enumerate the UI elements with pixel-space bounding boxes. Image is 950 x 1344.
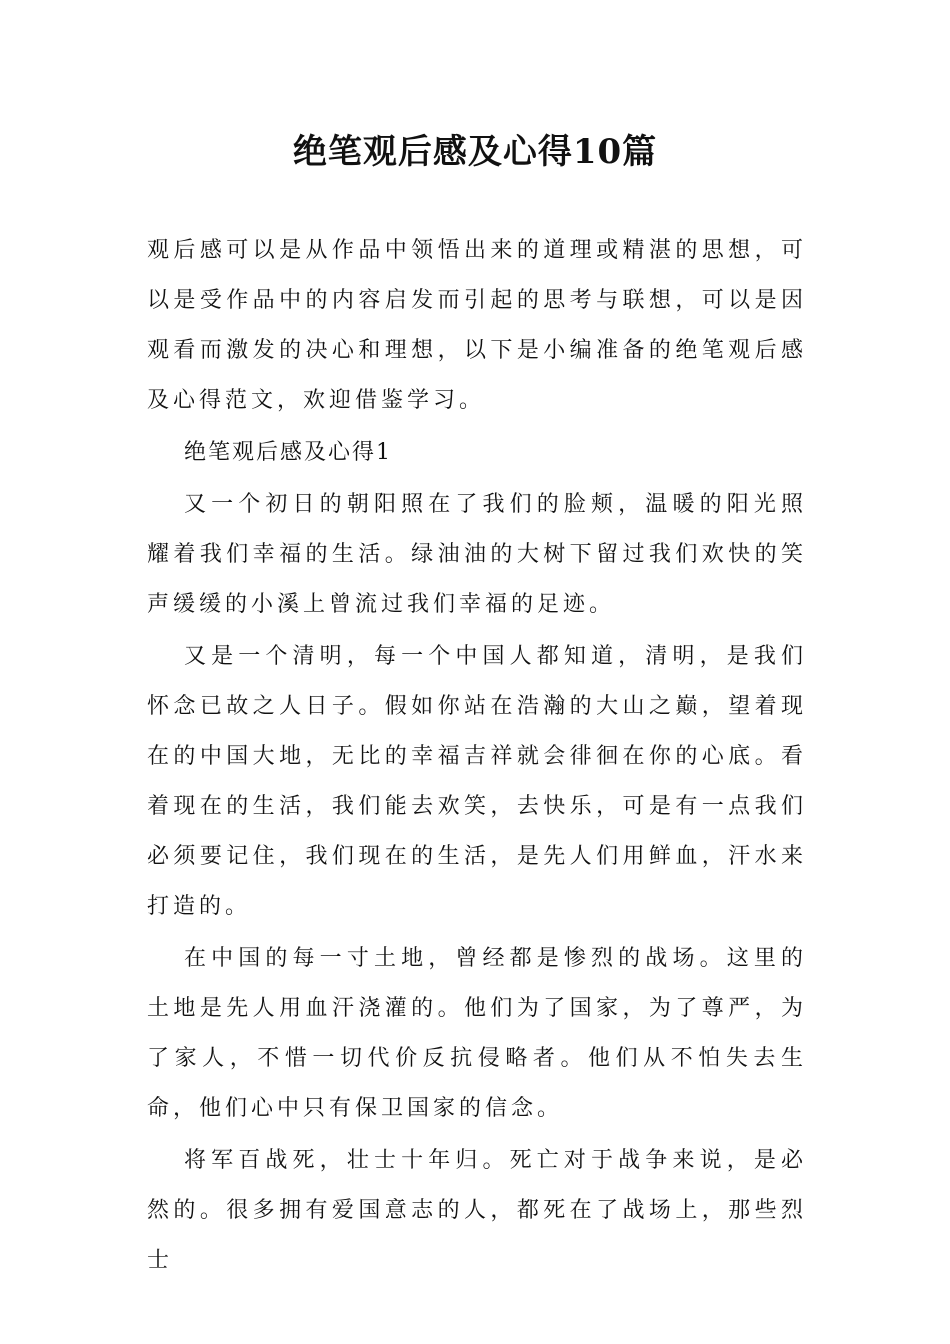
body-paragraph-3: 在中国的每一寸土地，曾经都是惨烈的战场。这里的土地是先人用血汗浇灌的。他们为了国家，为了尊严，为了家人，不惜一切代价反抗侵略者。他们从不怕失去生命，他们心中只有保卫国家的信念。 — [147, 946, 807, 1121]
body-paragraph-4: 将军百战死，壮士十年归。死亡对于战争来说，是必然的。很多拥有爱国意志的人，都死在了战场上，那些烈士 — [147, 1148, 807, 1273]
document-title: 绝笔观后感及心得10篇 — [292, 132, 658, 172]
body-paragraph-1: 又一个初日的朝阳照在了我们的脸颊，温暖的阳光照耀着我们幸福的生活。绿油油的大树下留过我们欢快的笑声缓缓的小溪上曾流过我们幸福的足迹。 — [147, 492, 807, 617]
section-heading: 绝笔观后感及心得1 — [184, 440, 392, 465]
body-paragraph-2: 又是一个清明，每一个中国人都知道，清明，是我们怀念已故之人日子。假如你站在浩瀚的大山之巅，望着现在的中国大地，无比的幸福吉祥就会徘徊在你的心底。看着现在的生活，我们能去欢笑，去快乐，可是有一点我们必须要记住，我们现在的生活，是先人们用鲜血，汗水来打造的。 — [147, 644, 807, 919]
document-body — [147, 226, 807, 1288]
intro-paragraph: 观后感可以是从作品中领悟出来的道理或精湛的思想，可以是受作品中的内容启发而引起的思考与联想，可以是因观看而激发的决心和理想，以下是小编准备的绝笔观后感及心得范文，欢迎借鉴学习。 — [147, 238, 807, 413]
